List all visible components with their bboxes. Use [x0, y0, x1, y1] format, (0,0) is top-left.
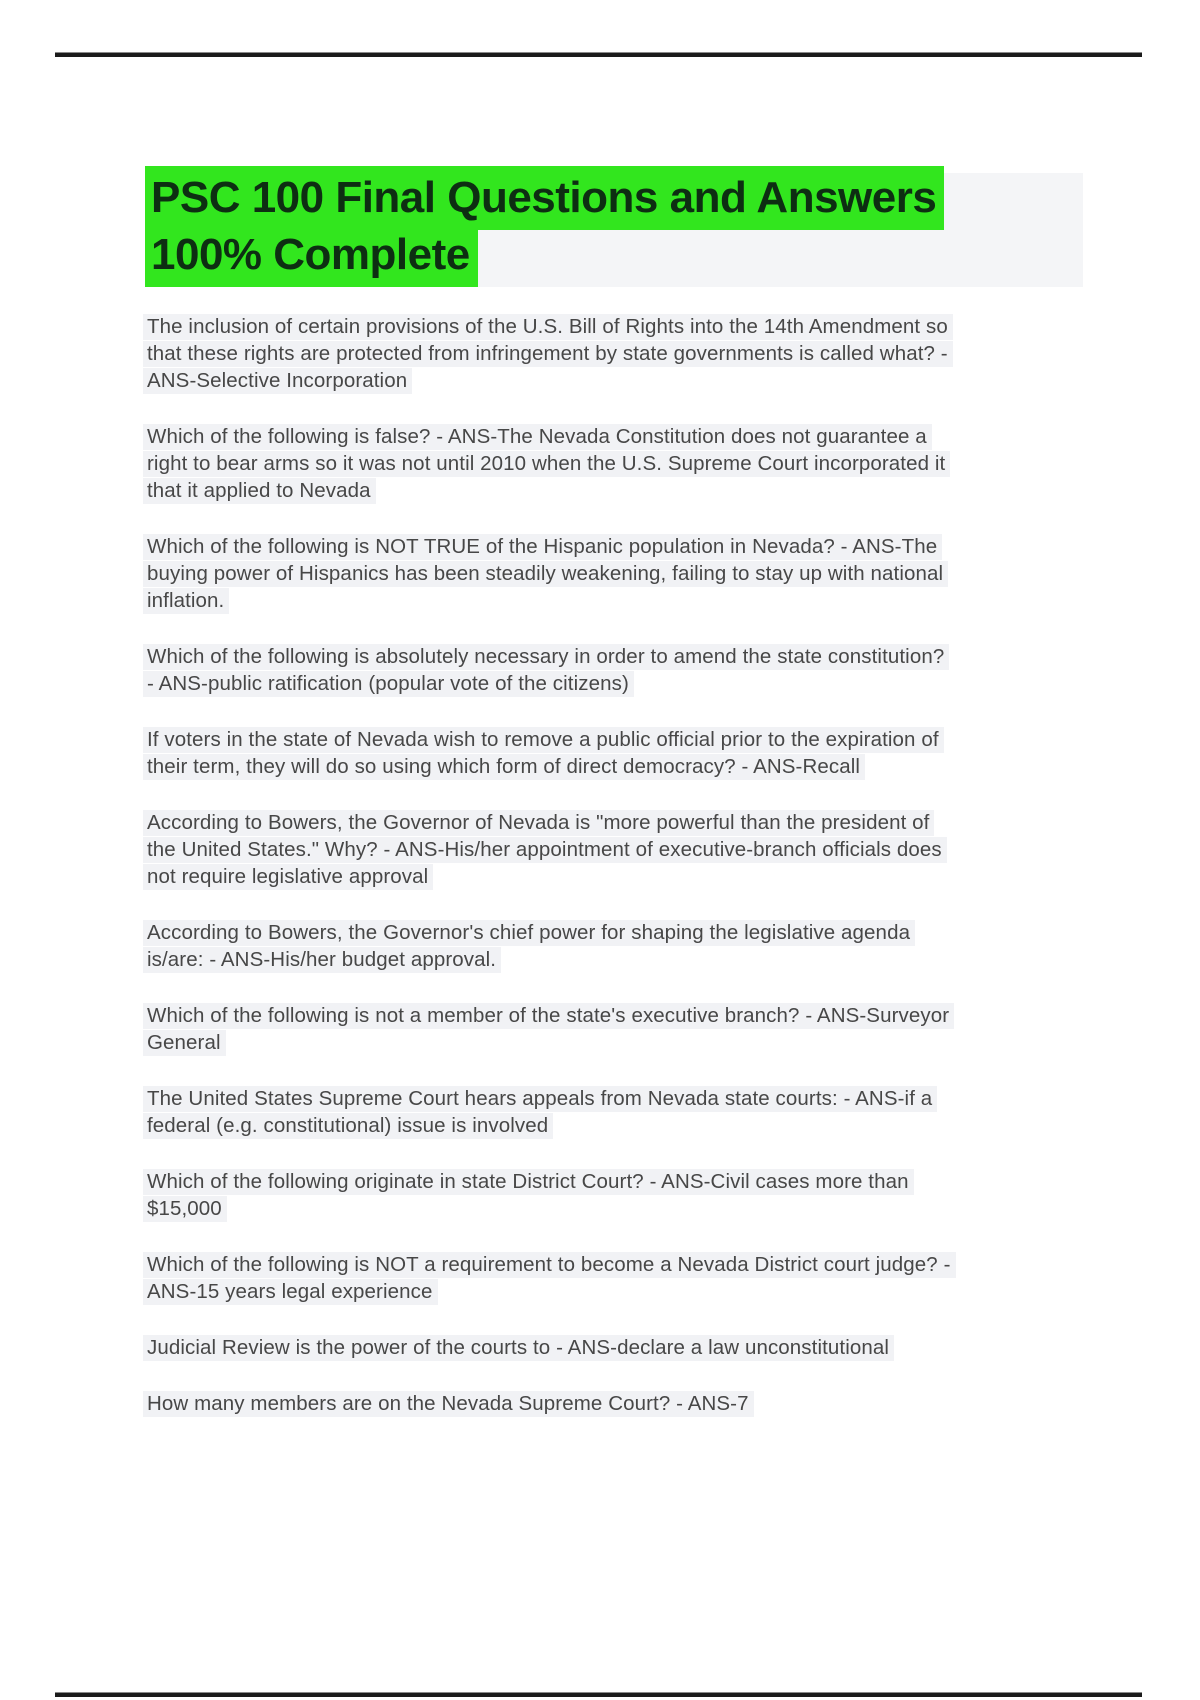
- bottom-border-line: [55, 1692, 1142, 1697]
- qa-line: [143, 313, 1043, 340]
- qa-line: [143, 367, 1043, 394]
- title-highlight: PSC 100 Final Questions and Answers: [145, 166, 944, 230]
- qa-line: [143, 1334, 1043, 1361]
- page-title-line-1: [145, 169, 1125, 226]
- qa-item: [143, 1334, 1043, 1361]
- qa-line: [143, 340, 1043, 367]
- qa-line-text: How many members are on the Nevada Supreme Court? - ANS-7: [143, 1391, 754, 1417]
- qa-line: [143, 533, 1043, 560]
- qa-line-text: The inclusion of certain provisions of the U.S. Bill of Rights into the 14th Amendment so: [143, 314, 953, 340]
- qa-line-text: According to Bowers, the Governor's chief power for shaping the legislative agenda: [143, 920, 915, 946]
- qa-line-text: General: [143, 1030, 226, 1056]
- qa-line-text: If voters in the state of Nevada wish to remove a public official prior to the expiration of: [143, 727, 944, 753]
- qa-item: [143, 423, 1043, 504]
- qa-line-text: Which of the following is absolutely necessary in order to amend the state constitution?: [143, 644, 949, 670]
- qa-item: [143, 919, 1043, 973]
- qa-line-text: federal (e.g. constitutional) issue is involved: [143, 1113, 553, 1139]
- qa-line: [143, 643, 1043, 670]
- qa-item: [143, 533, 1043, 614]
- qa-item: [143, 313, 1043, 394]
- qa-line: [143, 587, 1043, 614]
- qa-line-text: not require legislative approval: [143, 864, 433, 890]
- qa-item: [143, 726, 1043, 780]
- qa-line-text: Which of the following originate in state District Court? - ANS-Civil cases more than: [143, 1169, 914, 1195]
- qa-line-text: Which of the following is not a member of the state's executive branch? - ANS-Surveyor: [143, 1003, 954, 1029]
- qa-line-text: that these rights are protected from infringement by state governments is called what? -: [143, 341, 953, 367]
- qa-line: [143, 1085, 1043, 1112]
- qa-item: [143, 1168, 1043, 1222]
- qa-line-text: their term, they will do so using which form of direct democracy? - ANS-Recall: [143, 754, 865, 780]
- qa-line-text: inflation.: [143, 588, 229, 614]
- page-title-line-2: [145, 226, 1125, 283]
- qa-line: [143, 1029, 1043, 1056]
- qa-line: [143, 670, 1043, 697]
- qa-line: [143, 809, 1043, 836]
- qa-line-text: ANS-15 years legal experience: [143, 1279, 438, 1305]
- qa-line-text: Which of the following is false? - ANS-The Nevada Constitution does not guarantee a: [143, 424, 932, 450]
- qa-line-text: Which of the following is NOT a requirement to become a Nevada District court judge? -: [143, 1252, 956, 1278]
- qa-line: [143, 1278, 1043, 1305]
- qa-line-text: ANS-Selective Incorporation: [143, 368, 412, 394]
- qa-line: [143, 1251, 1043, 1278]
- qa-line: [143, 836, 1043, 863]
- qa-line: [143, 863, 1043, 890]
- qa-item: [143, 643, 1043, 697]
- qa-line: [143, 946, 1043, 973]
- qa-content: [143, 313, 1043, 1446]
- qa-item: [143, 809, 1043, 890]
- qa-line: [143, 919, 1043, 946]
- title-highlight: 100% Complete: [145, 223, 478, 287]
- qa-line-text: Judicial Review is the power of the courts to - ANS-declare a law unconstitutional: [143, 1335, 894, 1361]
- qa-line: [143, 1195, 1043, 1222]
- qa-line-text: - ANS-public ratification (popular vote of the citizens): [143, 671, 634, 697]
- qa-item: [143, 1085, 1043, 1139]
- qa-line: [143, 1112, 1043, 1139]
- qa-line: [143, 1002, 1043, 1029]
- qa-line: [143, 726, 1043, 753]
- page-title: [145, 169, 1125, 283]
- qa-line-text: the United States." Why? - ANS-His/her appointment of executive-branch officials does: [143, 837, 947, 863]
- qa-line: [143, 450, 1043, 477]
- qa-item: [143, 1251, 1043, 1305]
- qa-item: [143, 1390, 1043, 1417]
- qa-line: [143, 1168, 1043, 1195]
- qa-line: [143, 1390, 1043, 1417]
- qa-line-text: According to Bowers, the Governor of Nevada is "more powerful than the president of: [143, 810, 934, 836]
- qa-line-text: that it applied to Nevada: [143, 478, 376, 504]
- qa-line: [143, 477, 1043, 504]
- qa-line-text: right to bear arms so it was not until 2010 when the U.S. Supreme Court incorporated it: [143, 451, 950, 477]
- qa-line: [143, 423, 1043, 450]
- qa-line: [143, 560, 1043, 587]
- qa-line-text: is/are: - ANS-His/her budget approval.: [143, 947, 501, 973]
- qa-item: [143, 1002, 1043, 1056]
- top-border-line: [55, 52, 1142, 57]
- qa-line-text: The United States Supreme Court hears appeals from Nevada state courts: - ANS-if a: [143, 1086, 937, 1112]
- qa-line-text: Which of the following is NOT TRUE of the Hispanic population in Nevada? - ANS-The: [143, 534, 942, 560]
- qa-line-text: $15,000: [143, 1196, 227, 1222]
- qa-line: [143, 753, 1043, 780]
- qa-line-text: buying power of Hispanics has been steadily weakening, failing to stay up with national: [143, 561, 948, 587]
